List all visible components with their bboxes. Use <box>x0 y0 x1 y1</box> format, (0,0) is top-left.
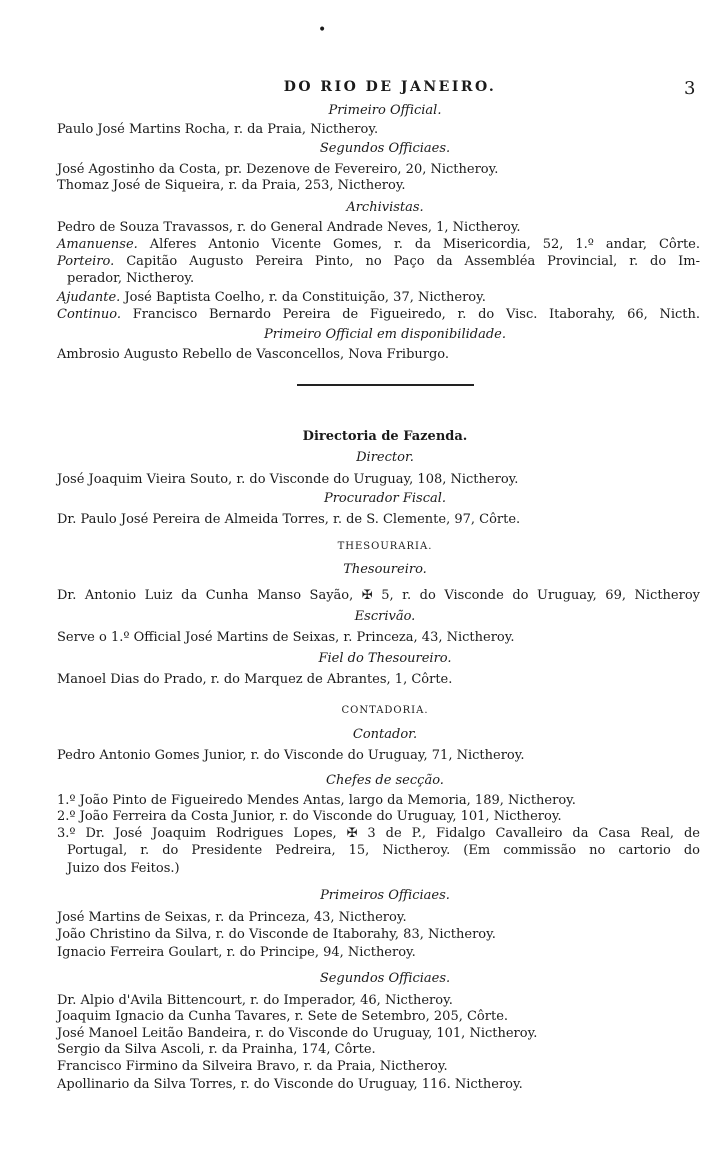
entry-line: Portugal, r. do Presidente Pedreira, 15, Nictheroy. (Em commissão no cartorio do <box>67 843 700 858</box>
entry-line: Ignacio Ferreira Goulart, r. do Principe, 94, Nictheroy. <box>57 945 416 960</box>
role-label: Continuo. <box>57 307 122 322</box>
entry-line: José Manoel Leitão Bandeira, r. do Visconde do Uruguay, 101, Nictheroy. <box>57 1026 538 1041</box>
entry-line: Francisco Firmino da Silveira Bravo, r. da Praia, Nictheroy. <box>57 1059 448 1074</box>
entry-line: 1.º João Pinto de Figueiredo Mendes Antas, largo da Memoria, 189, Nictheroy. <box>57 793 576 808</box>
section-heading: Primeiro Official. <box>328 103 442 118</box>
role-label: Ajudante. <box>57 290 121 305</box>
page-header: DO RIO DE JANEIRO. <box>283 79 497 95</box>
section-heading: Primeiro Official em disponibilidade. <box>264 327 506 342</box>
entry-line: Pedro de Souza Travassos, r. do General Andrade Neves, 1, Nictheroy. <box>57 220 521 235</box>
section-heading: Thesoureiro. <box>343 562 427 577</box>
section-heading: Archivistas. <box>346 200 424 215</box>
entry-line: Sergio da Silva Ascoli, r. da Prainha, 174, Côrte. <box>57 1042 376 1057</box>
entry-line: Dr. Antonio Luiz da Cunha Manso Sayão, ✠ 5, r. do Visconde do Uruguay, 69, Nictheroy <box>57 588 700 603</box>
entry-line: Joaquim Ignacio da Cunha Tavares, r. Sete de Setembro, 205, Côrte. <box>57 1009 509 1024</box>
entry-line: Juizo dos Feitos.) <box>67 861 180 876</box>
subsection-heading: THESOURARIA. <box>337 541 433 552</box>
role-label: Porteiro. <box>57 254 115 269</box>
entry-line: Dr. Alpio d'Avila Bittencourt, r. do Imperador, 46, Nictheroy. <box>57 993 453 1008</box>
entry-line: Manoel Dias do Prado, r. do Marquez de Abrantes, 1, Côrte. <box>57 672 453 687</box>
section-heading: Primeiros Officiaes. <box>320 888 450 903</box>
entry-line: João Christino da Silva, r. do Visconde de Itaborahy, 83, Nictheroy. <box>57 927 496 942</box>
entry-line <box>57 236 700 253</box>
entry-line <box>57 253 700 270</box>
section-heading: Chefes de secção. <box>326 773 444 788</box>
entry-line: José Joaquim Vieira Souto, r. do Visconde do Uruguay, 108, Nictheroy. <box>57 472 519 487</box>
page-number: 3 <box>684 78 696 99</box>
section-heading: Segundos Officiaes. <box>319 141 451 156</box>
section-heading: Fiel do Thesoureiro. <box>318 651 452 666</box>
entry-line: perador, Nictheroy. <box>67 271 195 286</box>
section-divider <box>297 384 474 386</box>
entry-line: Ambrosio Augusto Rebello de Vasconcellos, Nova Friburgo. <box>57 347 450 362</box>
entry-text: Capitão Augusto Pereira Pinto, no Paço da Assembléa Provincial, r. do Im- <box>126 254 700 269</box>
entry-line: José Martins de Seixas, r. da Princeza, 43, Nictheroy. <box>57 910 407 925</box>
entry-line: Thomaz José de Siqueira, r. da Praia, 253, Nictheroy. <box>57 178 406 193</box>
section-heading: Director. <box>356 450 414 465</box>
entry-line: Pedro Antonio Gomes Junior, r. do Visconde do Uruguay, 71, Nictheroy. <box>57 748 525 763</box>
entry-line: Dr. Paulo José Pereira de Almeida Torres, r. de S. Clemente, 97, Côrte. <box>57 512 521 527</box>
entry-line: 2.º João Ferreira da Costa Junior, r. do Visconde do Uruguay, 101, Nictheroy. <box>57 809 562 824</box>
ink-mark: • <box>318 22 327 38</box>
role-label: Amanuense. <box>57 237 138 252</box>
entry-line: Serve o 1.º Official José Martins de Seixas, r. Princeza, 43, Nictheroy. <box>57 630 515 645</box>
entry-text: Alferes Antonio Vicente Gomes, r. da Misericordia, 52, 1.º andar, Côrte. <box>149 237 700 252</box>
section-heading: Procurador Fiscal. <box>323 491 447 506</box>
entry-line <box>57 306 700 323</box>
section-heading: Contador. <box>352 727 418 742</box>
entry-line: Paulo José Martins Rocha, r. da Praia, Nictheroy. <box>57 122 379 137</box>
entry-line <box>57 289 700 306</box>
entry-line: José Agostinho da Costa, pr. Dezenove de Fevereiro, 20, Nictheroy. <box>57 162 499 177</box>
entry-line: Apollinario da Silva Torres, r. do Visconde do Uruguay, 116. Nictheroy. <box>57 1077 523 1092</box>
subsection-heading: CONTADORIA. <box>341 705 429 716</box>
section-heading: Segundos Officiaes. <box>319 971 451 986</box>
entry-text: José Baptista Coelho, r. da Constituição, 37, Nictheroy. <box>124 290 486 305</box>
department-heading: Directoria de Fazenda. <box>302 429 468 444</box>
entry-line: 3.º Dr. José Joaquim Rodrigues Lopes, ✠ 3 de P., Fidalgo Cavalleiro da Casa Real, de <box>57 826 700 841</box>
section-heading: Escrivão. <box>354 609 416 624</box>
entry-text: Francisco Bernardo Pereira de Figueiredo, r. do Visc. Itaborahy, 66, Nicth. <box>132 307 700 322</box>
